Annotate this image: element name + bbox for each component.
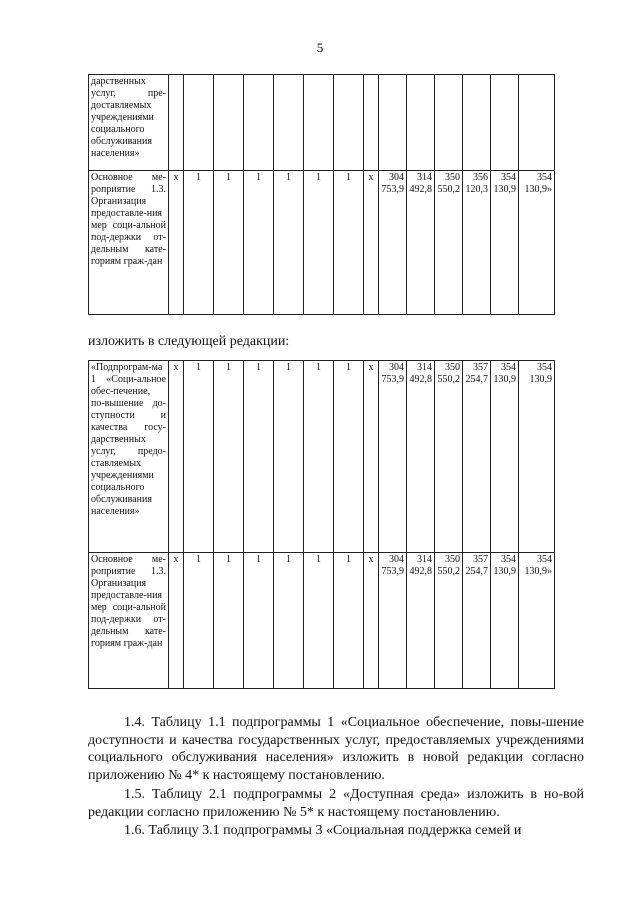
table-row	[89, 75, 555, 171]
transition-text: изложить в следующей редакции:	[88, 334, 290, 349]
table-cell: 304 753,9	[379, 171, 407, 315]
table-cell: 1	[184, 171, 214, 315]
table-row	[89, 171, 555, 315]
table-cell: 354 130,9	[491, 171, 519, 315]
table-cell: 304 753,9	[379, 553, 407, 689]
table-cell: 1	[244, 553, 274, 689]
table-cell	[491, 75, 519, 171]
table-cell	[184, 75, 214, 171]
table-cell: 1	[184, 553, 214, 689]
table-cell: 1	[244, 171, 274, 315]
table-cell: 357 254,7	[463, 361, 491, 553]
table-cell: 1	[244, 361, 274, 553]
table-cell	[274, 75, 304, 171]
table-cell	[364, 75, 379, 171]
table-cell: 350 550,2	[435, 553, 463, 689]
paragraph: 1.5. Таблицу 2.1 подпрограммы 2 «Доступная среда» изложить в но-вой редакции согласно приложению № 5* к настоящему постановлению.	[88, 787, 584, 820]
table-cell: 1	[334, 171, 364, 315]
table-cell: 1	[214, 171, 244, 315]
table-cell: 314 492,8	[407, 171, 435, 315]
table-cell: 304 753,9	[379, 361, 407, 553]
program-table-old	[88, 74, 555, 315]
page-number: 5	[316, 40, 324, 55]
table-cell: 1	[214, 361, 244, 553]
table-cell	[169, 75, 184, 171]
table-cell	[244, 75, 274, 171]
table-cell: 1	[304, 171, 334, 315]
table-cell: х	[169, 361, 184, 553]
table-cell: 354 130,9	[519, 361, 555, 553]
table-cell	[519, 75, 555, 171]
row-name-cell: Основное ме-роприятие 1.3. Организация предоставле-ния мер соци-альной под-держки от-дельным кате-гориям граж-дан	[89, 553, 169, 689]
program-table-new	[88, 360, 555, 689]
row-name-cell: Основное ме-роприятие 1.3. Организация предоставле-ния мер соци-альной под-держки от-дельным кате-гориям граж-дан	[89, 171, 169, 315]
table-cell: 1	[334, 553, 364, 689]
table-cell: 350 550,2	[435, 361, 463, 553]
table-cell	[463, 75, 491, 171]
table-cell	[379, 75, 407, 171]
table-cell: 1	[214, 553, 244, 689]
paragraph: 1.6. Таблицу 3.1 подпрограммы 3 «Социальная поддержка семей и	[124, 823, 522, 838]
table-cell: х	[169, 171, 184, 315]
table-cell: х	[364, 171, 379, 315]
table-cell	[334, 75, 364, 171]
table-cell: 1	[274, 171, 304, 315]
table-cell	[214, 75, 244, 171]
row-name-cell: «Подпрограм-ма 1 «Соци-альное обес-печение, по-вышение до-ступности и качества госу-дарственных услуг, предо-ставляемых учреждениями социального обслуживания населения»	[89, 361, 169, 553]
table-row	[89, 553, 555, 689]
table-cell: х	[169, 553, 184, 689]
table-cell: 354 130,9	[491, 361, 519, 553]
table-cell: 1	[274, 361, 304, 553]
row-name-cell: дарственных услуг, пре-доставляемых учреждениями социального обслуживания населения»	[89, 75, 169, 171]
table-cell: 314 492,8	[407, 553, 435, 689]
table-cell: 354 130,9»	[519, 553, 555, 689]
table-cell: х	[364, 361, 379, 553]
table-cell: 1	[334, 361, 364, 553]
table-cell: 1	[274, 553, 304, 689]
table-cell: х	[364, 553, 379, 689]
table-cell	[435, 75, 463, 171]
table-cell: 354 130,9	[491, 553, 519, 689]
table-cell: 1	[184, 361, 214, 553]
table-cell: 350 550,2	[435, 171, 463, 315]
table-cell	[407, 75, 435, 171]
table-cell	[304, 75, 334, 171]
table-cell: 354 130,9»	[519, 171, 555, 315]
table-cell: 314 492,8	[407, 361, 435, 553]
table-cell: 356 120,3	[463, 171, 491, 315]
paragraph: 1.4. Таблицу 1.1 подпрограммы 1 «Социальное обеспечение, повы-шение доступности и качества государственных услуг, предоставляемых учреждениями социального обслуживания населения» изложить в новой редакции согласно приложению № 4* к настоящему постановлению.	[88, 715, 584, 783]
table-cell: 1	[304, 553, 334, 689]
table-cell: 1	[304, 361, 334, 553]
table-row	[89, 361, 555, 553]
table-cell: 357 254,7	[463, 553, 491, 689]
